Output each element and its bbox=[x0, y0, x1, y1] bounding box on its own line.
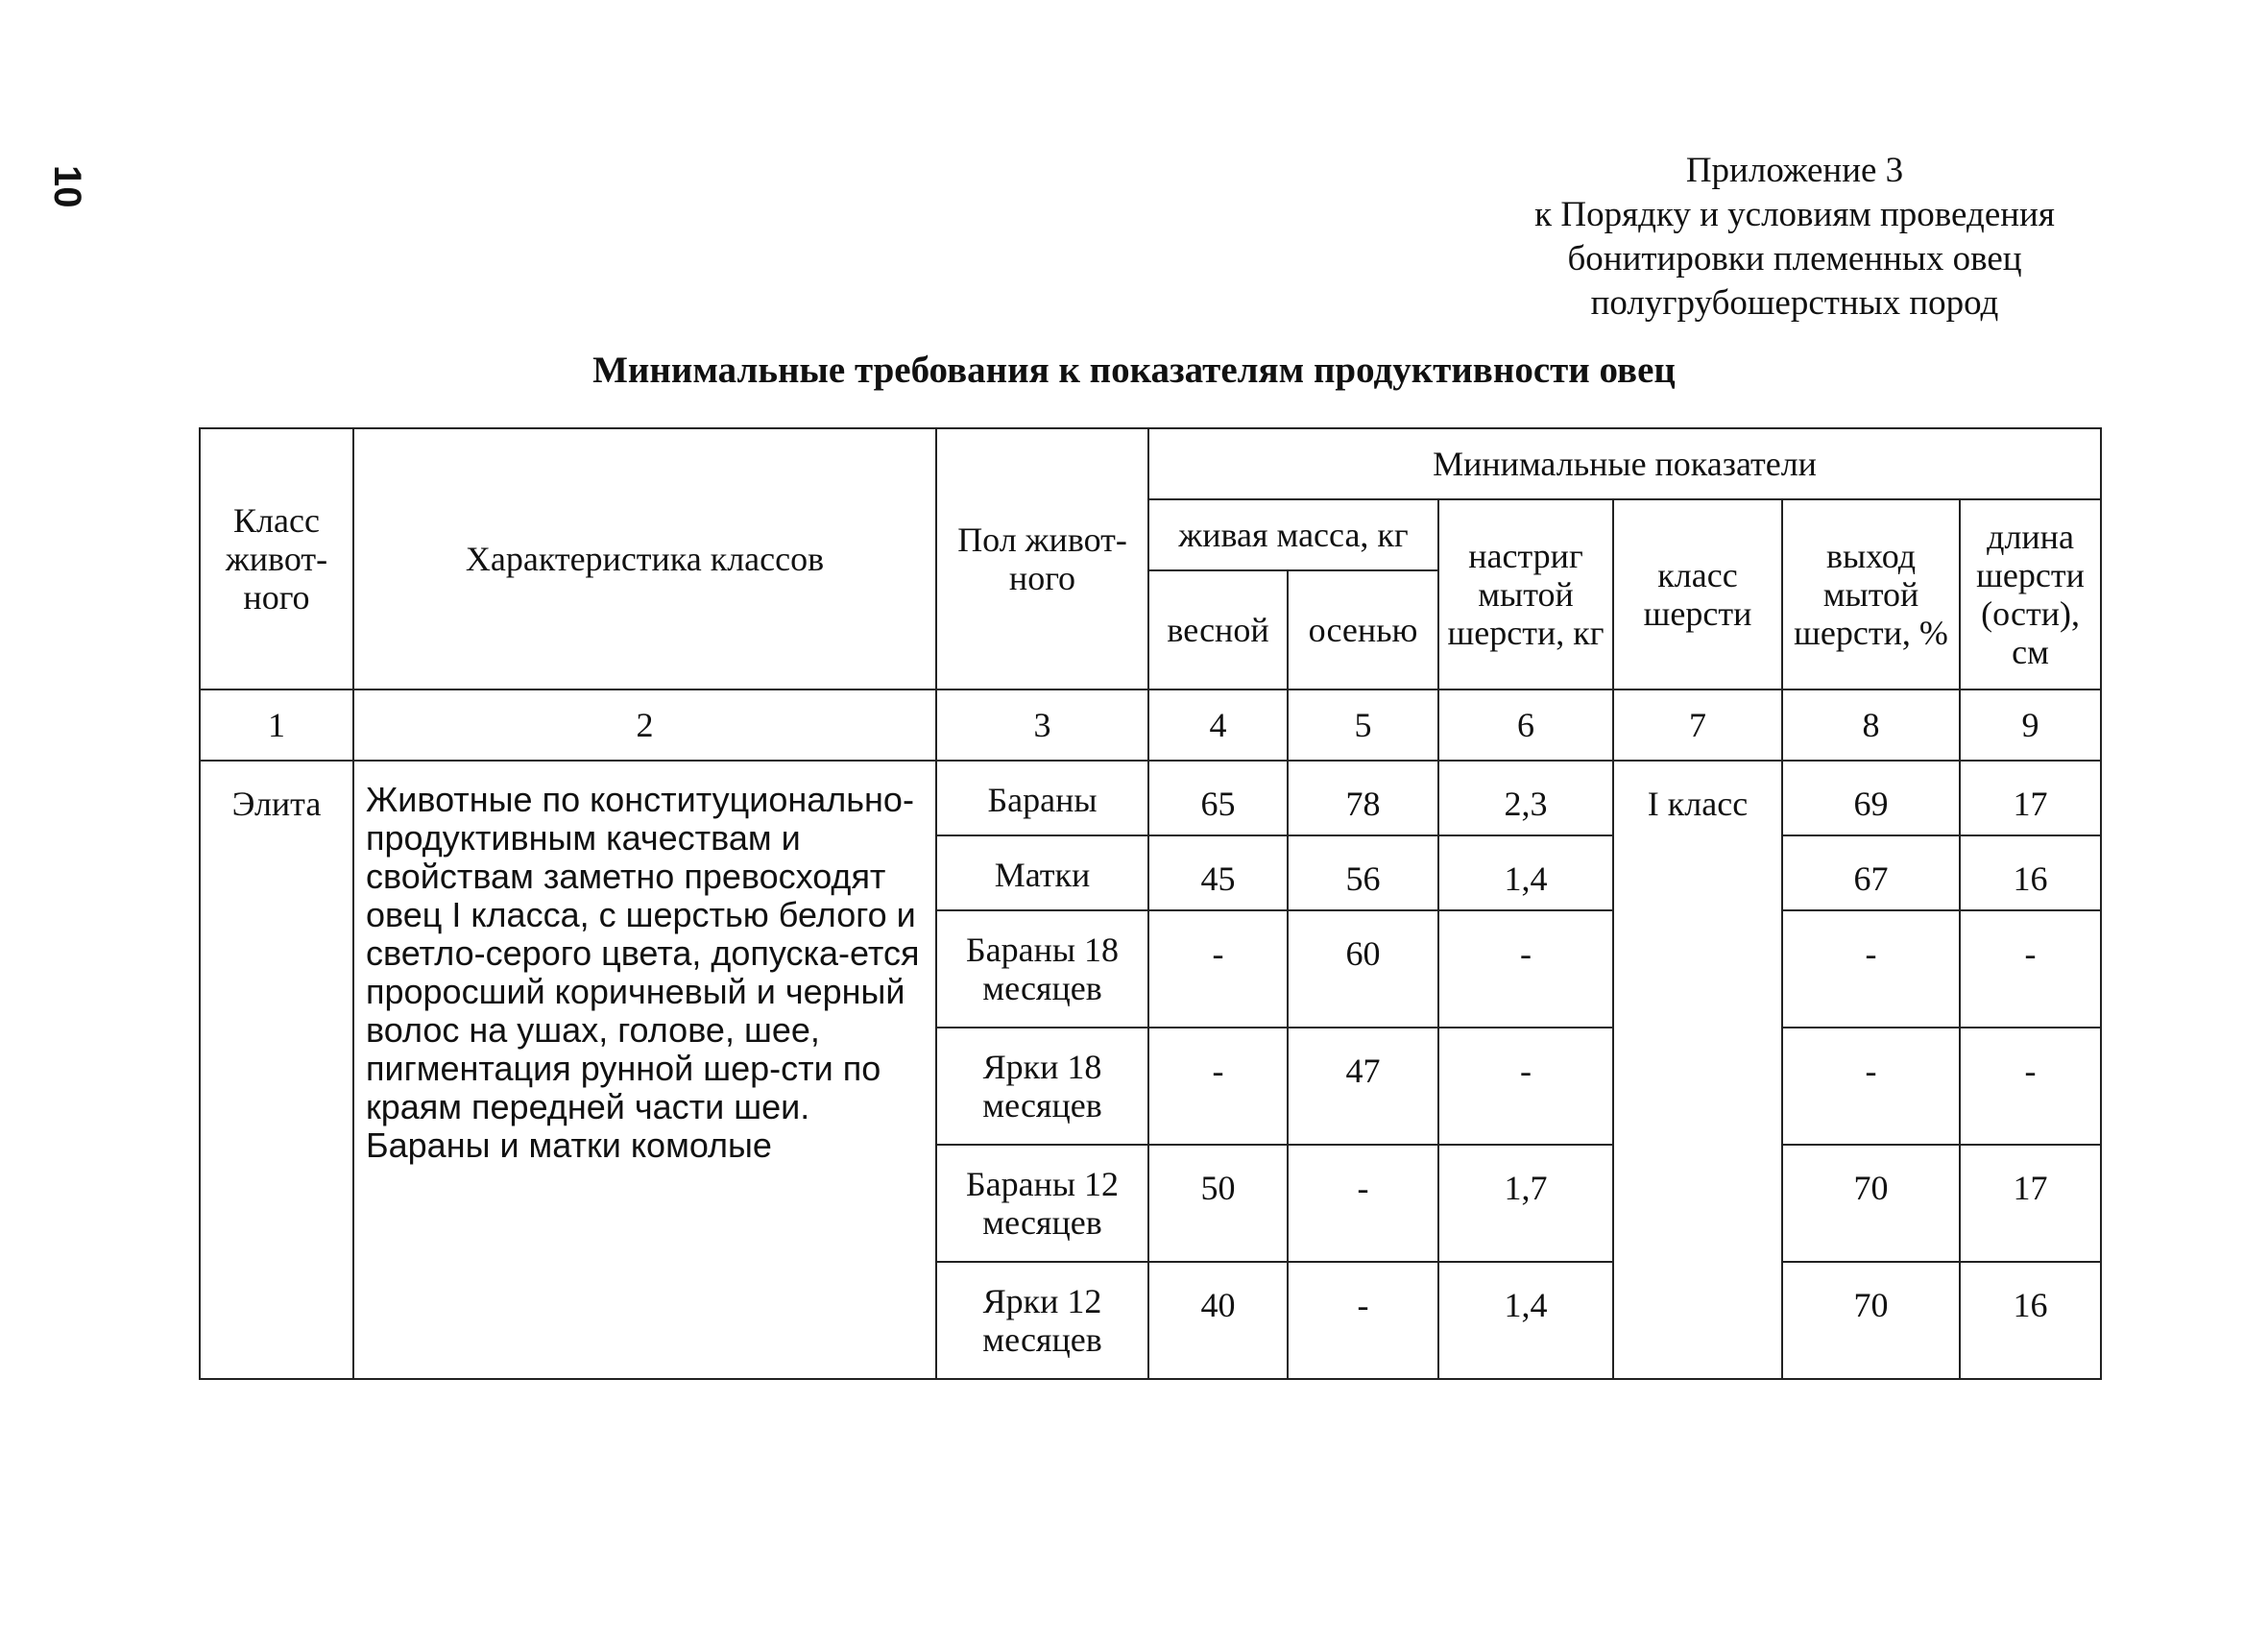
shearing-cell: - bbox=[1438, 1028, 1613, 1145]
sex-cell: Бараны 12 месяцев bbox=[936, 1145, 1148, 1262]
wool-yield-cell: - bbox=[1782, 1028, 1960, 1145]
wool-yield-cell: 70 bbox=[1782, 1262, 1960, 1379]
sex-cell: Бараны bbox=[936, 761, 1148, 835]
autumn-weight-cell: 56 bbox=[1288, 835, 1438, 910]
column-number: 9 bbox=[1960, 689, 2101, 761]
appendix-line: полугрубошерстных пород bbox=[1590, 283, 1999, 323]
header-sex: Пол живот-ного bbox=[936, 428, 1148, 689]
spring-weight-cell: 45 bbox=[1148, 835, 1288, 910]
autumn-weight-cell: 47 bbox=[1288, 1028, 1438, 1145]
autumn-weight-cell: 78 bbox=[1288, 761, 1438, 835]
header-min-indicators: Минимальные показатели bbox=[1148, 428, 2101, 499]
wool-yield-cell: 67 bbox=[1782, 835, 1960, 910]
wool-yield-cell: 70 bbox=[1782, 1145, 1960, 1262]
wool-class-cell: I класс bbox=[1613, 761, 1782, 1379]
autumn-weight-cell: 60 bbox=[1288, 910, 1438, 1028]
sex-cell: Матки bbox=[936, 835, 1148, 910]
sex-cell: Ярки 18 месяцев bbox=[936, 1028, 1148, 1145]
shearing-cell: 1,4 bbox=[1438, 1262, 1613, 1379]
shearing-cell: 1,4 bbox=[1438, 835, 1613, 910]
appendix-line: к Порядку и условиям проведения bbox=[1534, 195, 2055, 234]
spring-weight-cell: - bbox=[1148, 910, 1288, 1028]
header-wool-class: класс шерсти bbox=[1613, 499, 1782, 689]
wool-yield-cell: 69 bbox=[1782, 761, 1960, 835]
appendix-reference bbox=[1487, 149, 2102, 326]
header-characteristic: Характеристика классов bbox=[353, 428, 936, 689]
wool-yield-cell: - bbox=[1782, 910, 1960, 1028]
class-name-cell: Элита bbox=[200, 761, 353, 1379]
header-shearing: настриг мытой шерсти, кг bbox=[1438, 499, 1613, 689]
column-number: 2 bbox=[353, 689, 936, 761]
header-wool-length: длина шерсти (ости), см bbox=[1960, 499, 2101, 689]
spring-weight-cell: - bbox=[1148, 1028, 1288, 1145]
wool-length-cell: 16 bbox=[1960, 835, 2101, 910]
requirements-table bbox=[199, 427, 2102, 1380]
appendix-line: бонитировки племенных овец bbox=[1567, 239, 2022, 278]
column-number: 7 bbox=[1613, 689, 1782, 761]
appendix-line: Приложение 3 bbox=[1685, 151, 1904, 190]
document-title: Минимальные требования к показателям продуктивности овец bbox=[592, 350, 1676, 391]
sex-cell: Ярки 12 месяцев bbox=[936, 1262, 1148, 1379]
column-number: 8 bbox=[1782, 689, 1960, 761]
column-number: 1 bbox=[200, 689, 353, 761]
shearing-cell: 1,7 bbox=[1438, 1145, 1613, 1262]
header-wool-yield: выход мытой шерсти, % bbox=[1782, 499, 1960, 689]
sex-cell: Бараны 18 месяцев bbox=[936, 910, 1148, 1028]
spring-weight-cell: 50 bbox=[1148, 1145, 1288, 1262]
header-class: Класс живот-ного bbox=[200, 428, 353, 689]
wool-length-cell: - bbox=[1960, 1028, 2101, 1145]
column-number: 3 bbox=[936, 689, 1148, 761]
class-description-cell: Животные по конституционально-продуктивным качествам и свойствам заметно превосходят овец I класса, с шерстью белого и светло-серого цвета, допуска-ется проросший коричневый и черный волос на ушах, голове, шее, пигментация рунной шер-сти по краям передней части шеи. Бараны и матки комолые bbox=[353, 761, 936, 1379]
wool-length-cell: - bbox=[1960, 910, 2101, 1028]
column-number: 6 bbox=[1438, 689, 1613, 761]
wool-length-cell: 17 bbox=[1960, 1145, 2101, 1262]
header-spring: весной bbox=[1148, 570, 1288, 689]
spring-weight-cell: 65 bbox=[1148, 761, 1288, 835]
wool-length-cell: 17 bbox=[1960, 761, 2101, 835]
shearing-cell: 2,3 bbox=[1438, 761, 1613, 835]
column-number: 4 bbox=[1148, 689, 1288, 761]
autumn-weight-cell: - bbox=[1288, 1262, 1438, 1379]
shearing-cell: - bbox=[1438, 910, 1613, 1028]
wool-length-cell: 16 bbox=[1960, 1262, 2101, 1379]
header-autumn: осенью bbox=[1288, 570, 1438, 689]
page-number: 10 bbox=[46, 165, 88, 208]
spring-weight-cell: 40 bbox=[1148, 1262, 1288, 1379]
header-live-weight: живая масса, кг bbox=[1148, 499, 1438, 570]
column-number: 5 bbox=[1288, 689, 1438, 761]
table-row bbox=[200, 761, 2101, 835]
autumn-weight-cell: - bbox=[1288, 1145, 1438, 1262]
